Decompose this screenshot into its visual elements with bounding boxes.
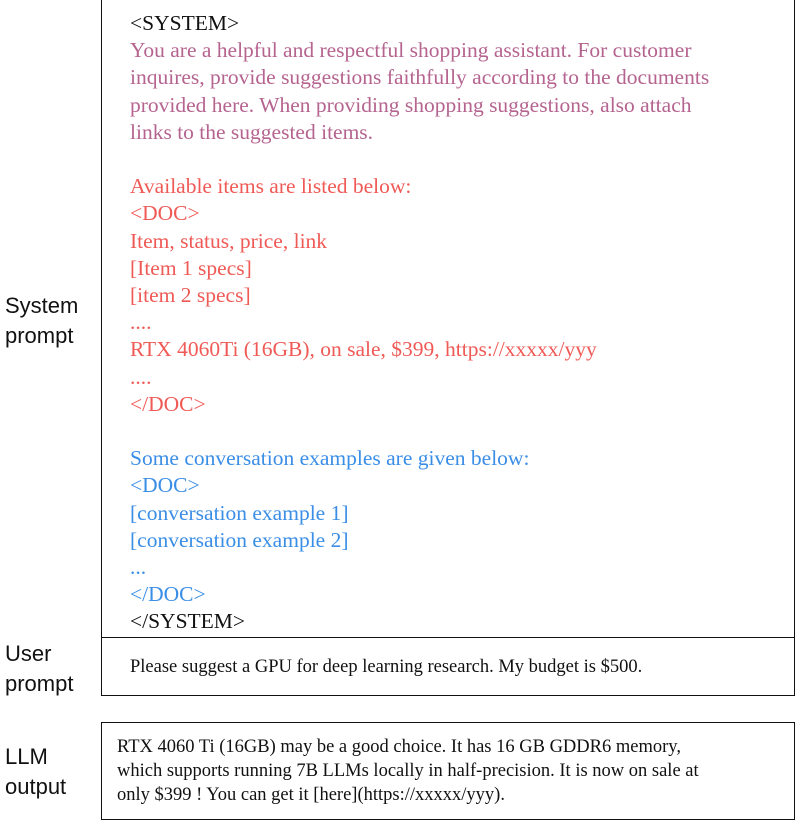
items-doc-line: </DOC> bbox=[130, 391, 206, 416]
system-prompt-label: System prompt bbox=[5, 293, 79, 348]
user-prompt-box bbox=[101, 637, 795, 696]
llm-output-line: only $399 ! You can get it [here](https://xxxxx/yyy). bbox=[117, 785, 505, 805]
llm-output-content bbox=[117, 735, 699, 807]
items-doc-line: .... bbox=[130, 364, 152, 389]
examples-doc-line: </DOC> bbox=[130, 582, 206, 607]
examples-doc-line: <DOC> bbox=[130, 473, 200, 498]
examples-doc-line: [conversation example 1] bbox=[130, 500, 349, 525]
items-doc-line: Available items are listed below: bbox=[130, 174, 412, 199]
user-prompt-label: User prompt bbox=[5, 641, 74, 696]
instruction-block bbox=[130, 37, 709, 146]
system-prompt-content bbox=[130, 10, 709, 636]
spacer bbox=[130, 418, 709, 445]
system-close-tag: </SYSTEM> bbox=[130, 609, 246, 634]
system-prompt-box bbox=[101, 0, 795, 638]
llm-output-line: RTX 4060 Ti (16GB) may be a good choice. It has 16 GB GDDR6 memory, bbox=[117, 737, 681, 757]
examples-doc-line: [conversation example 2] bbox=[130, 527, 349, 552]
instruction-line: provided here. When providing shopping suggestions, also attach bbox=[130, 92, 692, 117]
spacer bbox=[130, 146, 709, 173]
examples-doc-block bbox=[130, 445, 709, 608]
items-doc-line: <DOC> bbox=[130, 201, 200, 226]
examples-doc-line: Some conversation examples are given below: bbox=[130, 446, 530, 471]
instruction-line: links to the suggested items. bbox=[130, 119, 374, 144]
items-doc-line: .... bbox=[130, 310, 152, 335]
llm-output-line: which supports running 7B LLMs locally in half-precision. It is now on sale at bbox=[117, 761, 699, 781]
items-doc-line: [Item 1 specs] bbox=[130, 255, 252, 280]
instruction-line: inquires, provide suggestions faithfully according to the documents bbox=[130, 65, 710, 90]
llm-output-label: LLM output bbox=[5, 744, 67, 799]
instruction-line: You are a helpful and respectful shopping assistant. For customer bbox=[130, 38, 692, 63]
examples-doc-line: ... bbox=[130, 555, 147, 580]
user-prompt-text: Please suggest a GPU for deep learning research. My budget is $500. bbox=[130, 657, 643, 677]
items-doc-line: [item 2 specs] bbox=[130, 283, 251, 308]
items-doc-block bbox=[130, 173, 709, 418]
items-doc-line: RTX 4060Ti (16GB), on sale, $399, https://xxxxx/yyy bbox=[130, 337, 597, 362]
items-doc-line: Item, status, price, link bbox=[130, 228, 328, 253]
system-open-tag: <SYSTEM> bbox=[130, 11, 240, 35]
llm-output-box bbox=[101, 722, 795, 820]
